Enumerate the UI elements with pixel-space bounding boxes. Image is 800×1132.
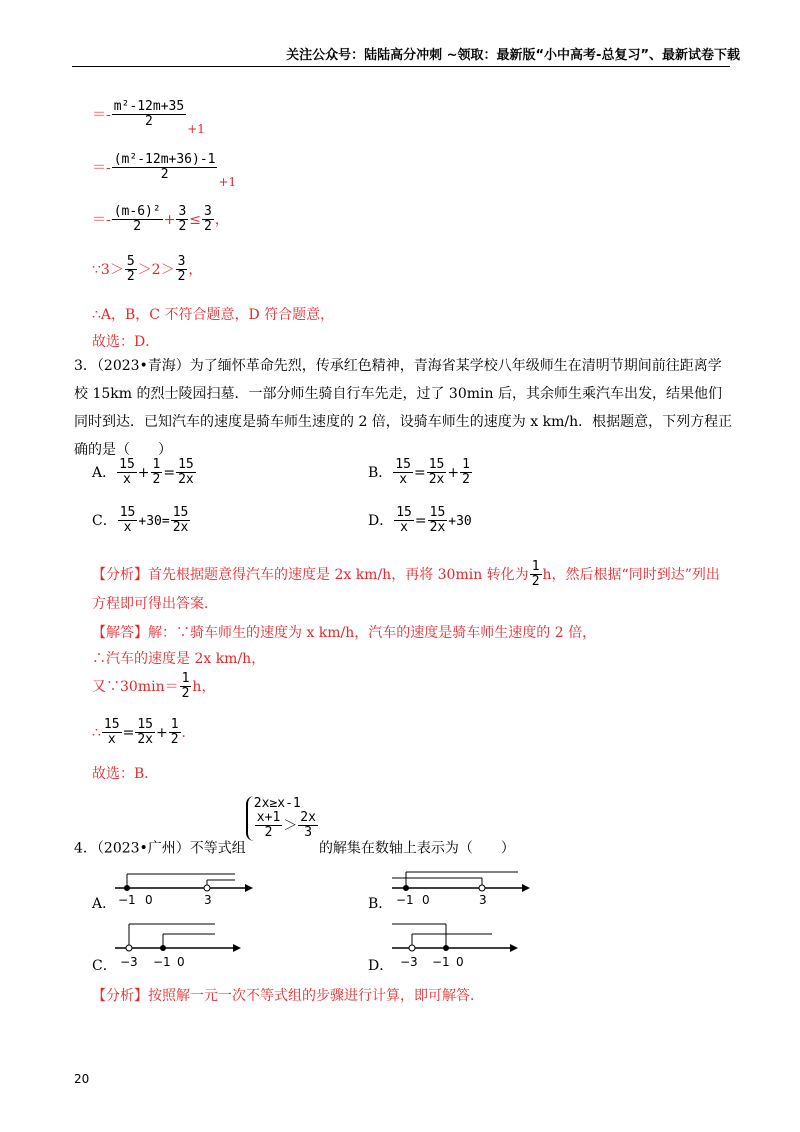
- fraction: $\frac{15}{x}$: [395, 457, 411, 488]
- fraction: $\frac{3}{2}$: [178, 204, 187, 235]
- fraction: $\frac{15}{x}$: [119, 457, 135, 488]
- fraction: $\frac{3}{2}$: [177, 254, 186, 285]
- solution-line-3: ＝- $\frac{\text{(m-6)²}}{2}$ + $\frac{3}{2}$ ≤ $\frac{3}{2}$ ，: [92, 204, 229, 235]
- tick-label: −1: [432, 955, 450, 969]
- q3-answer-3: 又∵30min＝ $\frac{1}{2}$ h，: [92, 671, 216, 702]
- q4-option-a-label: A．: [92, 896, 117, 912]
- q3-stem: 3．（2023•青海）为了缅怀革命先烈，传承红色精神，青海省某学校八年级师生在清明节期间前往距离学校 15km 的烈士陵园扫墓．一部分师生骑自行车先走，过了 30min 后，其余师生乘汽车出发，结果他们同时到达．已知汽车的速度是骑车师生速度的 2 倍，设骑车师生的速度为 x km/h．根据题意，下列方程正确的是（ ）: [74, 358, 733, 458]
- fraction: $\frac{15}{2x}$: [172, 505, 189, 536]
- fraction: $\frac{15}{x}$: [103, 717, 120, 748]
- q3-answer-2: ∴汽车的速度是 2x km/h，: [92, 651, 266, 667]
- q4-analysis: 【分析】按照解一元一次不等式组的步骤进行计算，即可解答．: [92, 988, 484, 1004]
- fraction: $\frac{2x}{3}$: [300, 810, 316, 841]
- tick-label: 0: [177, 955, 185, 969]
- q3-option-d: D． $\frac{15}{x}$ = $\frac{15}{2x}$ +30: [368, 505, 472, 536]
- q3-answer-choice: 故选：B．: [92, 766, 159, 782]
- solution-line-1: ＝- $\frac{\text{m²-12m+35}}{2}$ +1: [92, 99, 205, 136]
- q4-stem: 4．（2023•广州）不等式组 2x≥x-1 $\frac{x+1}{2}$ ＞ $\frac{2x}{3}$ 的解集在数轴上表示为（ ）: [74, 796, 515, 857]
- solution-line-4: ∵3＞ $\frac{5}{2}$ ＞2＞ $\frac{3}{2}$ ，: [92, 254, 203, 285]
- page-number: 20: [74, 1072, 90, 1086]
- solution-choice: 故选：D．: [92, 334, 160, 350]
- fraction: $\frac{1}{2}$: [462, 457, 470, 488]
- fraction: $\frac{1}{2}$: [531, 559, 540, 590]
- header-divider: [72, 66, 730, 67]
- q4-option-b-label: B．: [368, 896, 393, 912]
- tick-label: −1: [118, 893, 136, 907]
- fraction: $\frac{1}{2}$: [152, 457, 161, 488]
- tick-label: −3: [120, 955, 138, 969]
- fraction: $\frac{15}{x}$: [396, 505, 412, 536]
- solution-line-2: ＝- $\frac{\text{(m²-12m+36)-1}}{2}$ +1: [92, 152, 237, 189]
- tick-label: 3: [479, 893, 487, 907]
- fraction: $\frac{1}{2}$: [181, 671, 190, 702]
- tick-label: −3: [400, 955, 418, 969]
- q3-analysis: 【分析】首先根据题意得汽车的速度是 2x km/h，再将 30min 转化为 $\frac{1}{2}$ h，然后根据“同时到达”列出方程即可得出答案．: [92, 559, 720, 612]
- q3-option-b: B． $\frac{15}{x}$ = $\frac{15}{2x}$ + $\frac{1}{2}$: [368, 457, 470, 488]
- fraction: $\frac{3}{2}$: [204, 204, 212, 235]
- page-header: 关注公众号：陆陆高分冲刺 ~领取：最新版“小中高考-总复习”、最新试卷下载: [286, 48, 740, 63]
- fraction: $\frac{\text{(m-6)²}}{2}$: [113, 204, 161, 235]
- answer-tag: 【解答】: [92, 625, 148, 641]
- q3-answer-1: 【解答】解：∵骑车师生的速度为 x km/h，汽车的速度是骑车师生速度的 2 倍，: [92, 625, 597, 641]
- fraction: $\frac{1}{2}$: [170, 717, 179, 748]
- q3-option-c: C． $\frac{15}{x}$ +30= $\frac{15}{2x}$: [92, 505, 189, 536]
- tick-label: 0: [145, 893, 153, 907]
- tick-label: −1: [153, 955, 171, 969]
- inequality-system: 2x≥x-1 $\frac{x+1}{2}$ ＞ $\frac{2x}{3}$: [246, 796, 319, 841]
- fraction: $\frac{15}{x}$: [119, 505, 136, 536]
- tick-label: −1: [396, 893, 414, 907]
- tick-label: 0: [422, 893, 430, 907]
- fraction: $\frac{\text{m²-12m+35}}{2}$: [113, 99, 185, 130]
- fraction: $\frac{15}{2x}$: [428, 457, 445, 488]
- fraction: $\frac{15}{2x}$: [178, 457, 194, 488]
- analysis-tag: 【分析】: [92, 988, 148, 1004]
- fraction: $\frac{x+1}{2}$: [256, 810, 281, 841]
- fraction: $\frac{\text{(m²-12m+36)-1}}{2}$: [113, 152, 216, 183]
- tick-label: 3: [204, 893, 212, 907]
- fraction: $\frac{15}{2x}$: [429, 505, 446, 536]
- q3-answer-4: ∴ $\frac{15}{x}$ = $\frac{15}{2x}$ + $\frac{1}{2}$ ．: [92, 717, 196, 748]
- q4-option-d-label: D．: [368, 958, 394, 974]
- q3-option-a: A． $\frac{15}{x}$ + $\frac{1}{2}$ = $\frac{15}{2x}$: [92, 457, 194, 488]
- analysis-tag: 【分析】: [92, 566, 148, 583]
- fraction: $\frac{5}{2}$: [126, 254, 135, 285]
- q4-option-c-label: C．: [92, 958, 117, 974]
- number-line-a: [115, 868, 255, 908]
- tick-label: 0: [456, 955, 464, 969]
- fraction: $\frac{15}{2x}$: [137, 717, 153, 748]
- solution-conclusion: ∴A，B，C 不符合题意，D 符合题意，: [92, 307, 335, 323]
